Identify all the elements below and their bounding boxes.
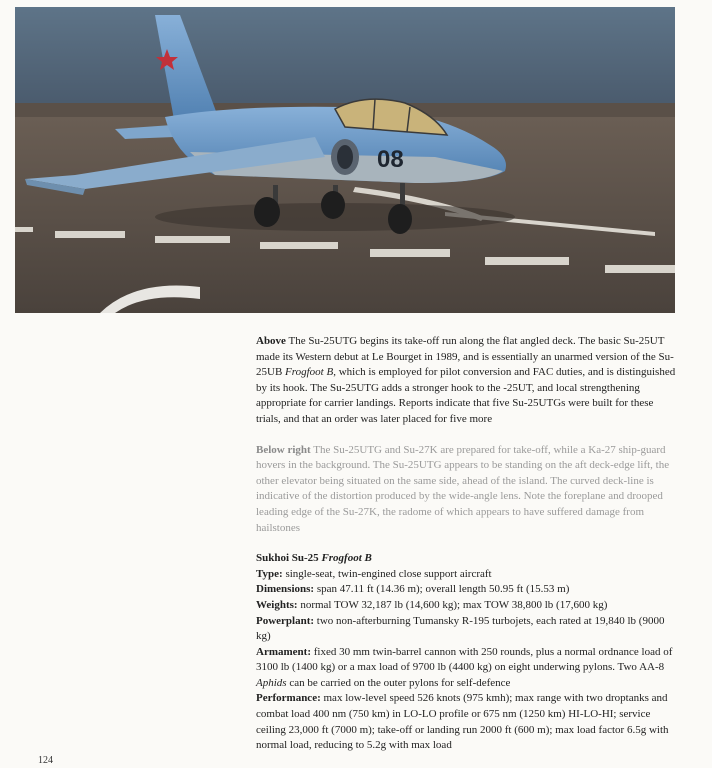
caption-below-right xyxy=(256,443,676,537)
page-number: 124 xyxy=(38,755,53,766)
spec-performance: Performance: max low-level speed 526 knots (975 kmh); max range with two droptanks and combat load 400 nm (750 km) in LO-LO profile or 675 nm (1250 km) HI-LO-HI; service ceiling 23,000 ft (7000 m); take-off or landing run 2000 ft (600 m); max load factor 6.5g with normal load, reducing to 5.2g with max load xyxy=(256,692,669,752)
spec-powerplant: Powerplant: two non-afterburning Tumansky R-195 turbojets, each rated at 19,840 lb (9000 kg) xyxy=(256,614,665,643)
caption-above-text2: , which is employed for pilot conversion and FAC duties, and is distinguished by its hook. The Su-25UTG adds a stronger hook to the -25UT, and local strengthening appropriate for carrier landings. Reports indicate that five Su-25UTGs were built for these trials, and that an order was later placed for five more xyxy=(256,366,676,425)
aircraft-photo-drawing xyxy=(15,7,675,313)
spec-weights: Weights: normal TOW 32,187 lb (14,600 kg); max TOW 38,800 lb (17,600 kg) xyxy=(256,598,608,611)
text-column xyxy=(256,334,676,754)
spec-dimensions: Dimensions: span 47.11 ft (14.36 m); overall length 50.95 ft (15.53 m) xyxy=(256,583,570,596)
caption-above-text: The Su-25UTG begins its take-off run along the flat angled deck. The basic Su-25UT made its Western debut at Le Bourget in 1989, and is essentially an unarmed version of the Su-25UB xyxy=(256,335,674,379)
aircraft-photo xyxy=(15,7,675,313)
aircraft-number: 08 xyxy=(377,146,404,173)
caption-above-label: Above xyxy=(256,335,286,347)
caption-above-italic: Frogfoot B xyxy=(285,366,334,379)
caption-above xyxy=(256,334,676,428)
spec-title-italic: Frogfoot B xyxy=(321,552,372,565)
caption-below-right-text: The Su-25UTG and Su-27K are prepared for take-off, while a Ka-27 ship-guard hovers in the background. The Su-25UTG appears to be standing on the aft deck-edge lift, the other elevator being situated on the same side, ahead of the island. The curved deck-line is indicative of the distortion produced by the wide-angle lens. Note the foreplane and drooped leading edge of the Su-27K, the radome of which appears to have suffered damage from hailstones xyxy=(256,443,670,534)
sea xyxy=(15,7,675,117)
caption-below-right-label: Below right xyxy=(256,443,311,456)
spec-type: Type: single-seat, twin-engined close support aircraft xyxy=(256,567,492,580)
spec-title: Sukhoi Su-25 Frogfoot B xyxy=(256,552,372,565)
spec-armament: Armament: fixed 30 mm twin-barrel cannon with 250 rounds, plus a normal ordnance load of 3100 lb (1400 kg) or a max load of 9700 lb (4400 kg) on eight underwing pylons. Two AA-8 Aphids can be carried on the outer pylons for self-defence xyxy=(256,645,673,689)
